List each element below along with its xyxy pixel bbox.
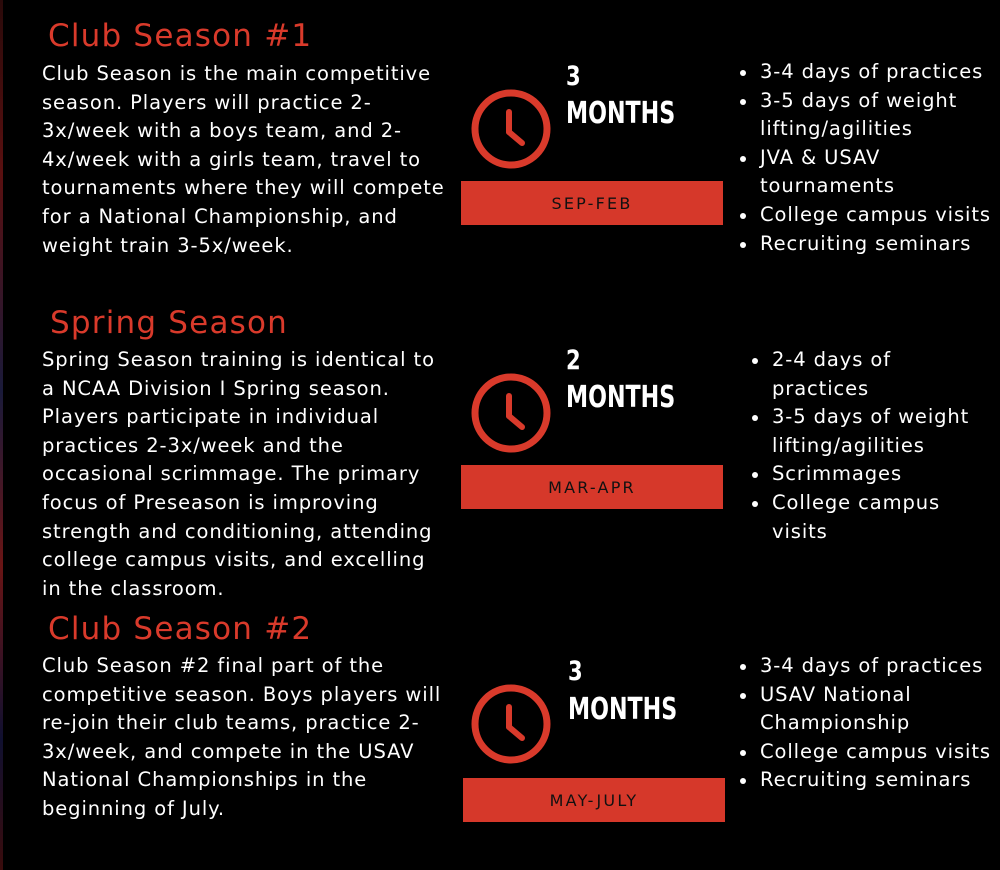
list-item: 3-4 days of practices	[738, 652, 1000, 681]
duration-number: 3	[568, 656, 583, 687]
activity-list	[750, 346, 982, 546]
list-item: College campus visits	[738, 201, 1000, 230]
list-item: 3-5 days of weight lifting/agilities	[738, 87, 1000, 144]
section-description: Club Season is the main competitive season. Players will practice 2-3x/week with a boys team, and 2-4x/week with a girls team, travel to tournaments where they will compete for a National Championship, and weight train 3-5x/week.	[42, 62, 445, 257]
section-description: Club Season #2 final part of the competitive season. Boys players will re-join their club teams, practice 2-3x/week, and compete in the USAV National Championships in the beginning of July.	[42, 654, 442, 820]
list-item: 3-5 days of weight lifting/agilities	[750, 403, 982, 460]
date-range-badge: MAY-JULY	[463, 778, 725, 822]
duration-number: 2	[566, 345, 581, 376]
list-item: JVA & USAV tournaments	[738, 144, 1000, 201]
list-item: 2-4 days of practices	[750, 346, 922, 403]
date-range-badge: MAR-APR	[461, 465, 723, 509]
page-edge-strip	[0, 0, 3, 870]
activity-list	[738, 58, 1000, 258]
activity-list	[738, 652, 1000, 795]
list-item: Recruiting seminars	[738, 230, 1000, 259]
duration-number: 3	[566, 61, 581, 92]
list-item: College campus visits	[738, 738, 1000, 767]
list-item: 3-4 days of practices	[738, 58, 1000, 87]
section-title: Club Season #1	[48, 18, 313, 54]
section-description: Spring Season training is identical to a NCAA Division I Spring season. Players participate in individual practices 2-3x/week and the occasional scrimmage. The primary focus of Preseason is improving strength and conditioning, attending college campus visits, and excelling in the classroom.	[42, 348, 435, 600]
clock-icon	[470, 683, 552, 765]
clock-icon	[470, 88, 552, 170]
date-range-badge: SEP-FEB	[461, 181, 723, 225]
clock-icon	[470, 372, 552, 454]
duration-unit: MONTHS	[566, 380, 676, 415]
duration-unit: MONTHS	[568, 692, 678, 727]
duration-unit: MONTHS	[566, 96, 676, 131]
section-title: Club Season #2	[48, 611, 313, 647]
list-item: Recruiting seminars	[738, 766, 1000, 795]
section-title: Spring Season	[50, 305, 289, 341]
list-item: College campus visits	[750, 489, 982, 546]
list-item: Scrimmages	[750, 460, 982, 489]
list-item: USAV National Championship	[738, 681, 1000, 738]
